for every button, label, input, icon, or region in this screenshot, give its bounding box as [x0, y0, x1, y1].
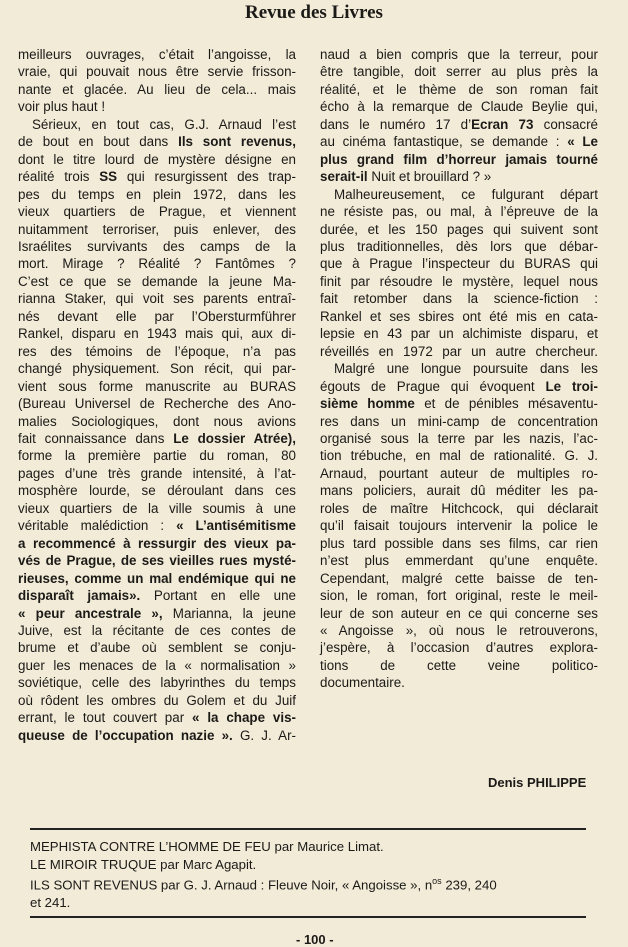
text-line: soviétique, celle des labyrinthes du temps	[18, 675, 296, 691]
text-line: mosphère lourde, se déroulant dans ces	[18, 483, 296, 499]
text-line: malies Sociologiques, dont nous avions	[18, 413, 296, 429]
text-line: j’espère, à l’occasion d’autres explora-	[320, 640, 598, 656]
bottom-rule	[30, 916, 586, 918]
reference-line: et 241.	[30, 894, 71, 910]
text-line: Malheureusement, ce fulgurant départ	[334, 186, 598, 202]
text-line: Israélites survivants des camps de la	[18, 238, 296, 254]
text-line: documentaire.	[320, 675, 405, 691]
text-line: sième homme et de pénibles mésaventu-	[320, 396, 598, 412]
book-title: Le dossier Atrée),	[173, 430, 296, 446]
text-line: ne résiste pas, ou mal, à l’épreuve de la	[320, 204, 598, 220]
text-line: écho à la remarque de Claude Beylie qui,	[320, 99, 598, 115]
text-line: Cependant, malgré cette baisse de ten-	[320, 570, 598, 586]
text-line: disparaît jamais». Portant en elle une	[18, 588, 296, 604]
signature: Denis PHILIPPE	[488, 775, 587, 790]
text-line	[320, 151, 598, 168]
quote: a recommencé à ressurgir des vieux pa-	[18, 535, 296, 551]
text-line: fait connaissance dans Le dossier Atrée),	[18, 430, 296, 446]
text-line: « peur ancestrale », Marianna, la jeune	[18, 605, 296, 621]
page-header: Revue des Livres	[245, 2, 383, 23]
reference-line: ILS SONT REVENUS par G. J. Arnaud : Fleuve Noir, « Angoisse », $n^{os}$ 239, 240	[30, 876, 497, 893]
text-line: de bout en bout dans Ils sont revenus,	[18, 134, 296, 150]
text-line: serait-il Nuit et brouillard ? »	[320, 169, 492, 185]
film-title: sième homme	[320, 396, 415, 412]
quote: « la chape vis-	[192, 710, 296, 726]
top-rule	[30, 828, 586, 830]
text-line	[18, 552, 296, 569]
text-line: qu’il faisait toujours intervenir la police le	[320, 518, 598, 534]
text-line: mort. Mirage ? Réalité ? Fantômes ?	[18, 256, 296, 272]
text-line: dans le numéro 17 d’Ecran 73 consacré	[320, 116, 598, 132]
reference-line: MEPHISTA CONTRE L’HOMME DE FEU par Maurice Limat.	[30, 839, 384, 854]
text-line: brume et d’aube où semblent se conju-	[18, 640, 296, 656]
text-line: pes du temps en plein 1972, dans les	[18, 186, 296, 202]
text-line: finit par résoudre le mystère, lequel nous	[320, 273, 598, 289]
text-line: errant, le tout couvert par « la chape vis-	[18, 710, 296, 726]
text-line: que à Prague l’inspecteur du BURAS qui	[320, 256, 598, 272]
text-line: res dans un mini-camp de concentration	[320, 413, 598, 429]
reference-line: LE MIROIR TRUQUE par Marc Agapit.	[30, 856, 257, 872]
magazine-title: Ecran 73	[471, 116, 534, 132]
quote: queuse de l’occupation nazie ».	[18, 727, 233, 743]
text-line: queuse de l’occupation nazie ». G. J. Ar-	[18, 727, 296, 743]
text-line: Arnaud, pourtant auteur de multiples ro-	[320, 465, 598, 481]
references	[30, 838, 600, 911]
text-line: pages d’une très grande intensité, à l’at-	[18, 465, 296, 481]
text-line: vient sous forme manuscrite au BURAS	[18, 378, 296, 394]
quote: disparaît jamais».	[18, 588, 141, 604]
text-line: C’est ce que se demande la jeune Ma-	[18, 273, 296, 289]
text-line: Sérieux, en tout cas, G.J. Arnaud l’est	[32, 116, 296, 132]
text-line: réveillés en 1972 par un autre chercheur.	[320, 343, 598, 359]
text-line: fait retomber dans la science-fiction :	[320, 291, 598, 307]
right-column	[320, 46, 598, 692]
text-line: plus traditionnelles, dès lors que débar-	[320, 238, 598, 254]
book-title: Ils sont revenus,	[178, 134, 296, 150]
text-line: guer les menaces de la « normalisation »	[18, 657, 296, 673]
text-line: véritable malédiction : « L’antisémitisme	[18, 518, 296, 534]
quote: rieuses, comme un mal endémique qui ne	[18, 570, 296, 586]
text-line: lepsie en 43 par un alchimiste disparu, et	[320, 326, 598, 342]
quote: vés de Prague, de ses vieilles rues mysté-	[18, 553, 296, 569]
text-line: dont le titre lourd de mystère désigne en	[18, 151, 296, 167]
text-line: nante et glacée. Au lieu de cela... mais	[18, 81, 296, 97]
text-line: n’est plus emmerdant qu’une enquête.	[320, 553, 598, 569]
text-line: « Angoisse », où nous le retrouverons,	[320, 622, 598, 638]
text-line: (Bureau Universel de Recherche des Ano-	[18, 396, 296, 412]
text-line: rianna Staker, qui voit ses parents entraî-	[18, 291, 296, 307]
quote: plus grand film d’horreur jamais tourné	[320, 151, 598, 167]
text-line: res des témoins de l’époque, n’a pas	[18, 343, 296, 359]
text-line: roles de maître Hitchcock, qui déclarait	[320, 500, 598, 516]
quote: « L’antisémitisme	[176, 518, 296, 534]
text-line: vieux quartiers de la ville soumis à une	[18, 500, 296, 516]
text-line: Rankel et ses sbires ont été mis en cata-	[320, 308, 598, 324]
text-line: changé physiquement. Son récit, qui par-	[18, 361, 296, 377]
left-column	[18, 46, 296, 744]
quote: « peur ancestrale »,	[18, 605, 163, 621]
quote: serait-il	[320, 169, 368, 185]
text-line: mans policiers, aurait dû méditer les pa-	[320, 483, 598, 499]
text-line: au cinéma fantastique, se demande : « Le	[320, 134, 598, 150]
quote: « Le	[567, 134, 598, 150]
text-line: Rankel, disparu en 1943 mais qui, aux di-	[18, 326, 296, 342]
text-line: sion, le roman, fort original, reste le meil-	[320, 588, 598, 604]
text-line: tions de cette veine politico-	[320, 657, 598, 673]
text-line: tion trébuche, en mal de rationalité. G. J.	[320, 448, 598, 464]
text-line	[18, 535, 296, 552]
text-line: vieux quartiers de Prague, et viennent	[18, 204, 296, 220]
text-line: forme la première partie du roman, 80	[18, 448, 296, 464]
text-line: réalité trois SS qui resurgissent des trap-	[18, 169, 296, 185]
text-line: Malgré une longue poursuite dans les	[334, 361, 598, 377]
text-line: durée, et les 150 pages qui suivent sont	[320, 221, 598, 237]
text-line: réalité, et le thème de son roman fait	[320, 81, 598, 97]
page-number: - 100 -	[296, 932, 334, 947]
text-line: organisé sous la terre par les nazis, l’ac-	[320, 430, 598, 446]
text-line: naud a bien compris que la terreur, pour	[320, 47, 598, 62]
text-line: être tangible, doit serrer au plus près la	[320, 64, 598, 80]
text-line: où rôdent les ombres du Golem et du Juif	[18, 692, 296, 708]
text-line: nuitamment terroriser, puis enlever, des	[18, 221, 296, 237]
text-line: leur de son auteur en ce qui concerne ses	[320, 605, 598, 621]
text-line: plus tard possible dans ses films, car rien	[320, 535, 598, 551]
text-line: nés devant elle par l’Obersturmführer	[18, 308, 296, 324]
text-line: vraie, qui pouvait nous être servie frisson-	[18, 64, 296, 80]
text-line: Juive, est la récitante de ces contes de	[18, 622, 296, 638]
text-line: voir plus haut !	[18, 99, 106, 115]
text-line: égouts de Prague qui évoquent Le troi-	[320, 378, 598, 394]
film-title: Le troi-	[545, 378, 598, 394]
text-line	[18, 570, 296, 587]
text-line: meilleurs ouvrages, c’était l’angoisse, la	[18, 47, 296, 62]
